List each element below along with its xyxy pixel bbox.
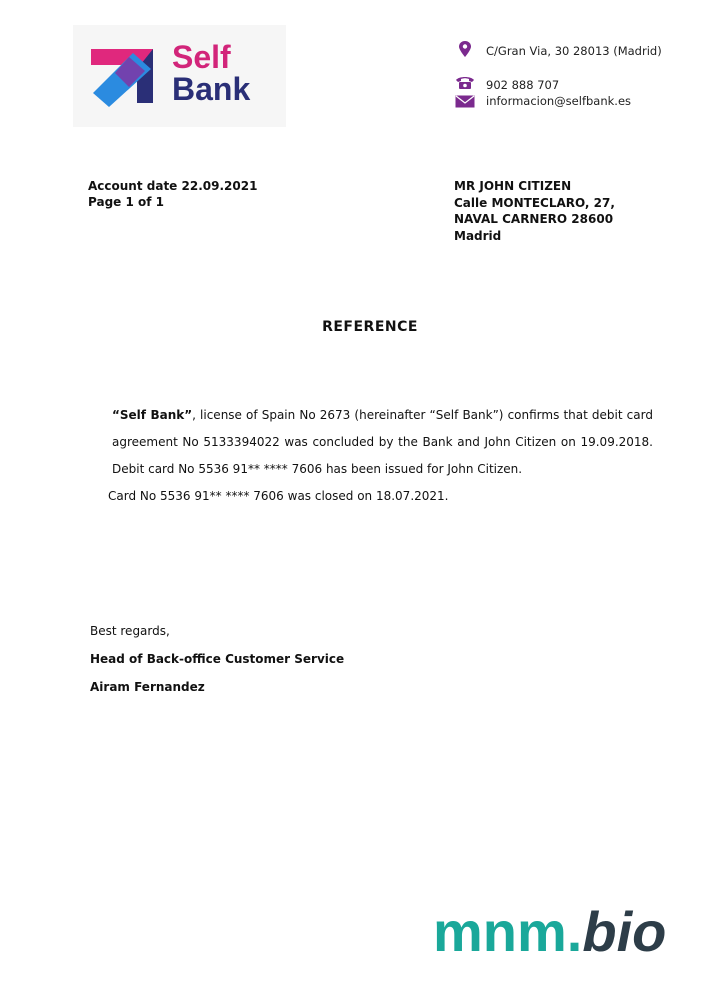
recipient-name: MR JOHN CITIZEN: [454, 179, 572, 193]
body-closing-line: Card No 5536 91** **** 7606 was closed on 18.07.2021.: [108, 489, 449, 503]
email-text: informacion@selfbank.es: [486, 94, 632, 108]
self-bank-logo-mark-icon: [89, 43, 157, 111]
recipient-street: Calle MONTECLARO, 27,: [454, 195, 615, 210]
logo-word-bank: Bank: [172, 71, 251, 107]
body-bank-name: “Self Bank”: [112, 408, 193, 422]
reference-body: [90, 402, 653, 510]
watermark-part-mnm: mnm.: [433, 900, 583, 963]
envelope-icon: [455, 95, 475, 108]
logo-word-self: Self: [172, 39, 231, 75]
address-text: C/Gran Via, 30 28013 (Madrid): [486, 44, 662, 58]
bank-logo: [73, 25, 286, 127]
closing-text: Best regards,: [90, 624, 170, 638]
account-date: Account date 22.09.2021: [88, 179, 258, 193]
page-number: Page 1 of 1: [88, 195, 164, 209]
signatory-name: Airam Fernandez: [90, 680, 205, 694]
body-paragraph: [90, 402, 653, 483]
recipient-region: Madrid: [454, 228, 502, 243]
location-pin-icon: [458, 41, 472, 57]
logo-wordmark: [172, 41, 250, 105]
telephone-icon: [455, 76, 475, 89]
recipient-address: [454, 178, 615, 244]
signatory-role: Head of Back-office Customer Service: [90, 652, 345, 666]
signature-block: [90, 617, 344, 701]
phone-text: 902 888 707: [486, 78, 560, 92]
recipient-city: NAVAL CARNERO 28600: [454, 212, 614, 226]
watermark-part-bio: bio: [582, 900, 667, 963]
watermark-logo: [433, 900, 666, 964]
account-meta: [88, 178, 257, 210]
body-text: , license of Spain No 2673 (hereinafter “Self Bank”) confirms that debit card agreement No 5133394022 was concluded by the Bank and John Citizen on 19.09.2018. Debit card No 5536 91** **** 7606 has been issued for John Citizen.: [112, 408, 653, 476]
document-title: REFERENCE: [322, 319, 418, 335]
